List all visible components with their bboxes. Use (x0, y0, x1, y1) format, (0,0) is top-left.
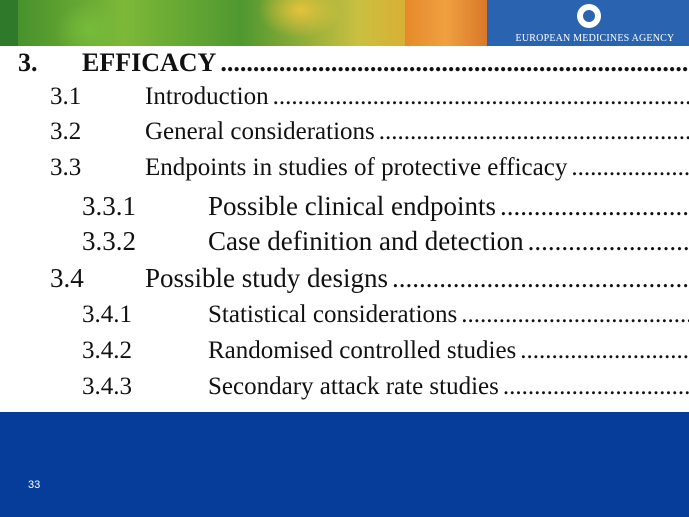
toc-number: 3.3.1 (82, 191, 136, 221)
toc-leader (461, 301, 689, 329)
toc-entry (0, 118, 689, 152)
toc-leader (503, 373, 689, 401)
agency-name: EUROPEAN MEDICINES AGENCY (515, 33, 675, 44)
toc-number: 3.2 (50, 118, 82, 145)
toc-entry (0, 263, 689, 297)
toc-entry (0, 191, 689, 225)
toc-entry (0, 337, 689, 371)
toc-leader (273, 83, 689, 111)
toc-leader (571, 154, 689, 182)
toc-entry (0, 373, 689, 407)
toc-title: Possible study designs (145, 263, 389, 293)
toc-leader (392, 263, 689, 294)
toc-title: Secondary attack rate studies (208, 373, 499, 400)
toc-title: Statistical considerations (208, 301, 458, 328)
page-number: 33 (28, 479, 41, 491)
toc-title: Case definition and detection (208, 226, 524, 256)
toc-title: EFFICACY (82, 48, 217, 77)
toc-title: General considerations (145, 118, 375, 145)
toc-number: 3.4 (50, 263, 84, 293)
toc-number: 3. (18, 48, 38, 77)
toc-leader (500, 191, 689, 222)
toc-number: 3.3 (50, 154, 82, 181)
toc-number: 3.4.1 (82, 301, 132, 328)
toc-leader (379, 118, 689, 146)
toc-number: 3.4.3 (82, 373, 132, 400)
toc-entry (0, 301, 689, 335)
toc-number: 3.4.2 (82, 337, 132, 364)
toc-title: Randomised controlled studies (208, 337, 517, 364)
toc-title: Endpoints in studies of protective efficacy (145, 154, 568, 181)
banner-decoration (0, 0, 18, 46)
toc-title: Possible clinical endpoints (208, 191, 496, 221)
toc-entry (0, 154, 689, 188)
toc-leader (528, 226, 689, 257)
toc-number: 3.3.2 (82, 226, 136, 256)
toc-entry (0, 83, 689, 117)
footer-bar (0, 412, 689, 517)
toc-entry (0, 226, 689, 260)
header-banner (0, 0, 689, 46)
toc-leader (220, 48, 689, 78)
banner-decoration (405, 0, 487, 46)
toc-title: Introduction (145, 83, 269, 110)
ema-logo-icon (577, 4, 601, 28)
toc-entry (0, 48, 689, 82)
table-of-contents (0, 46, 689, 412)
toc-leader (520, 337, 689, 365)
toc-number: 3.1 (50, 83, 82, 110)
